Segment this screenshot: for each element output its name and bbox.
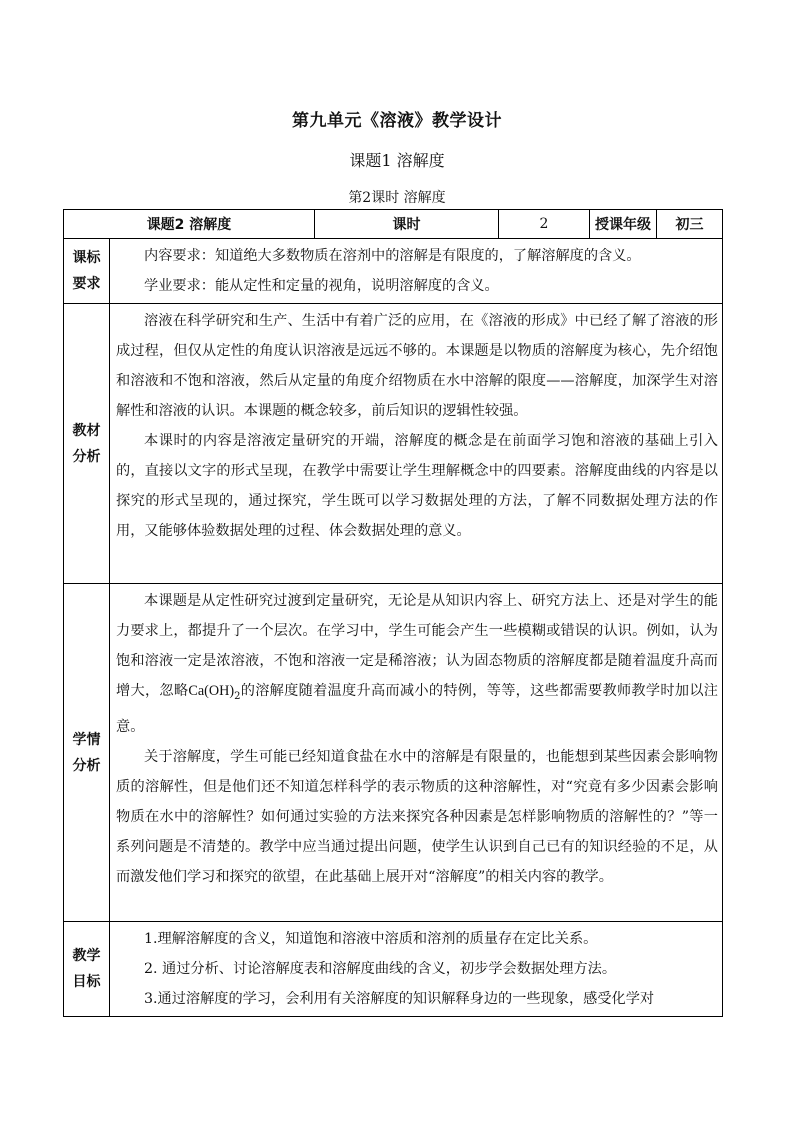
paragraph-text: 的溶解度随着温度升高而减小的特例，等等，这些都需要教师教学时加以注意。 bbox=[116, 683, 718, 735]
curriculum-label bbox=[64, 239, 110, 304]
period-value-cell: 2 bbox=[499, 210, 590, 239]
lesson-heading: 第2课时 溶解度 bbox=[348, 190, 446, 206]
label-line: 分析 bbox=[72, 448, 101, 465]
paragraph bbox=[116, 586, 718, 742]
curriculum-content bbox=[110, 239, 723, 304]
label-line: 课标 bbox=[72, 250, 101, 266]
document-subtitle: 课题1 溶解度 bbox=[349, 151, 445, 170]
grade-value-cell: 初三 bbox=[657, 210, 723, 239]
period-label-cell: 课时 bbox=[315, 210, 499, 239]
grade-label-cell: 授课年级 bbox=[590, 210, 657, 239]
document-title: 第九单元《溶液》教学设计 bbox=[292, 111, 502, 131]
header-row bbox=[64, 210, 723, 239]
label-line: 分析 bbox=[72, 757, 101, 774]
label-line: 教材 bbox=[72, 422, 101, 439]
paragraph: 本课时的内容是溶液定量研究的开端，溶解度的概念是在前面学习饱和溶液的基础上引入的，直接以文字的形式呈现，在教学中需要让学生理解概念中的四要素。溶解度曲线的内容是以探究的形式呈现的，通过探究，学生既可以学习数据处理的方法，了解不同数据处理方法的作用，又能够体验数据处理的过程、体会数据处理的意义。 bbox=[116, 433, 718, 539]
curriculum-row bbox=[64, 239, 723, 304]
textbook-content bbox=[110, 304, 723, 584]
label-line: 目标 bbox=[72, 974, 101, 990]
students-row bbox=[64, 584, 723, 922]
topic-cell: 课题2 溶解度 bbox=[64, 210, 315, 239]
students-label bbox=[64, 584, 110, 922]
label-line: 教学 bbox=[72, 948, 101, 964]
paragraph-text: 本课题是从定性研究过渡到定量研究，无论是从知识内容上、研究方法上、还是对学生的能力要求上，都提升了一个层次。在学习中，学生可能会产生一些模糊或错误的认识。例如，认为饱和溶液一定是浓溶液，不饱和溶液一定是稀溶液；认为固态物质的溶解度都是随着温度升高而增大，忽略 bbox=[116, 593, 718, 699]
paragraph: 学业要求：能从定性和定量的视角，说明溶解度的含义。 bbox=[144, 278, 499, 294]
label-line: 要求 bbox=[72, 276, 101, 292]
objectives-label bbox=[64, 922, 110, 1017]
formula: Ca(OH) bbox=[188, 683, 235, 699]
objectives-row bbox=[64, 922, 723, 1017]
label-line: 学情 bbox=[72, 731, 101, 748]
paragraph: 溶液在科学研究和生产、生活中有着广泛的应用，在《溶液的形成》中已经了解了溶液的形成过程，但仅从定性的角度认识溶液是远远不够的。本课题是以物质的溶解度为核心，先介绍饱和溶液和不饱和溶液，然后从定量的角度介绍物质在水中溶解的限度——溶解度，加深学生对溶解性和溶液的认识。本课题的概念较多，前后知识的逻辑性较强。 bbox=[116, 313, 718, 419]
paragraph: 内容要求：知道绝大多数物质在溶剂中的溶解是有限度的，了解溶解度的含义。 bbox=[144, 248, 641, 264]
objectives-content bbox=[110, 922, 723, 1017]
students-content bbox=[110, 584, 723, 922]
formula-subscript: 2 bbox=[234, 690, 241, 702]
textbook-label bbox=[64, 304, 110, 584]
paragraph: 关于溶解度，学生可能已经知道食盐在水中的溶解是有限量的，也能想到某些因素会影响物质的溶解性，但是他们还不知道怎样科学的表示物质的这种溶解性，对“究竟有多少因素会影响物质在水中的溶解性？如何通过实验的方法来探究各种因素是怎样影响物质的溶解性的？”等一系列问题是不清楚的。教学中应当通过提出问题，使学生认识到自己已有的知识经验的不足，从而激发他们学习和探究的欲望，在此基础上展开对“溶解度”的相关内容的教学。 bbox=[116, 748, 718, 885]
paragraph: 2. 通过分析、讨论溶解度表和溶解度曲线的含义，初步学会数据处理方法。 bbox=[144, 961, 617, 977]
textbook-row bbox=[64, 304, 723, 584]
paragraph: 1.理解溶解度的含义，知道饱和溶液中溶质和溶剂的质量存在定比关系。 bbox=[144, 931, 598, 947]
lesson-plan-table bbox=[63, 209, 723, 1017]
paragraph: 3.通过溶解度的学习，会利用有关溶解度的知识解释身边的一些现象，感受化学对 bbox=[144, 991, 655, 1007]
